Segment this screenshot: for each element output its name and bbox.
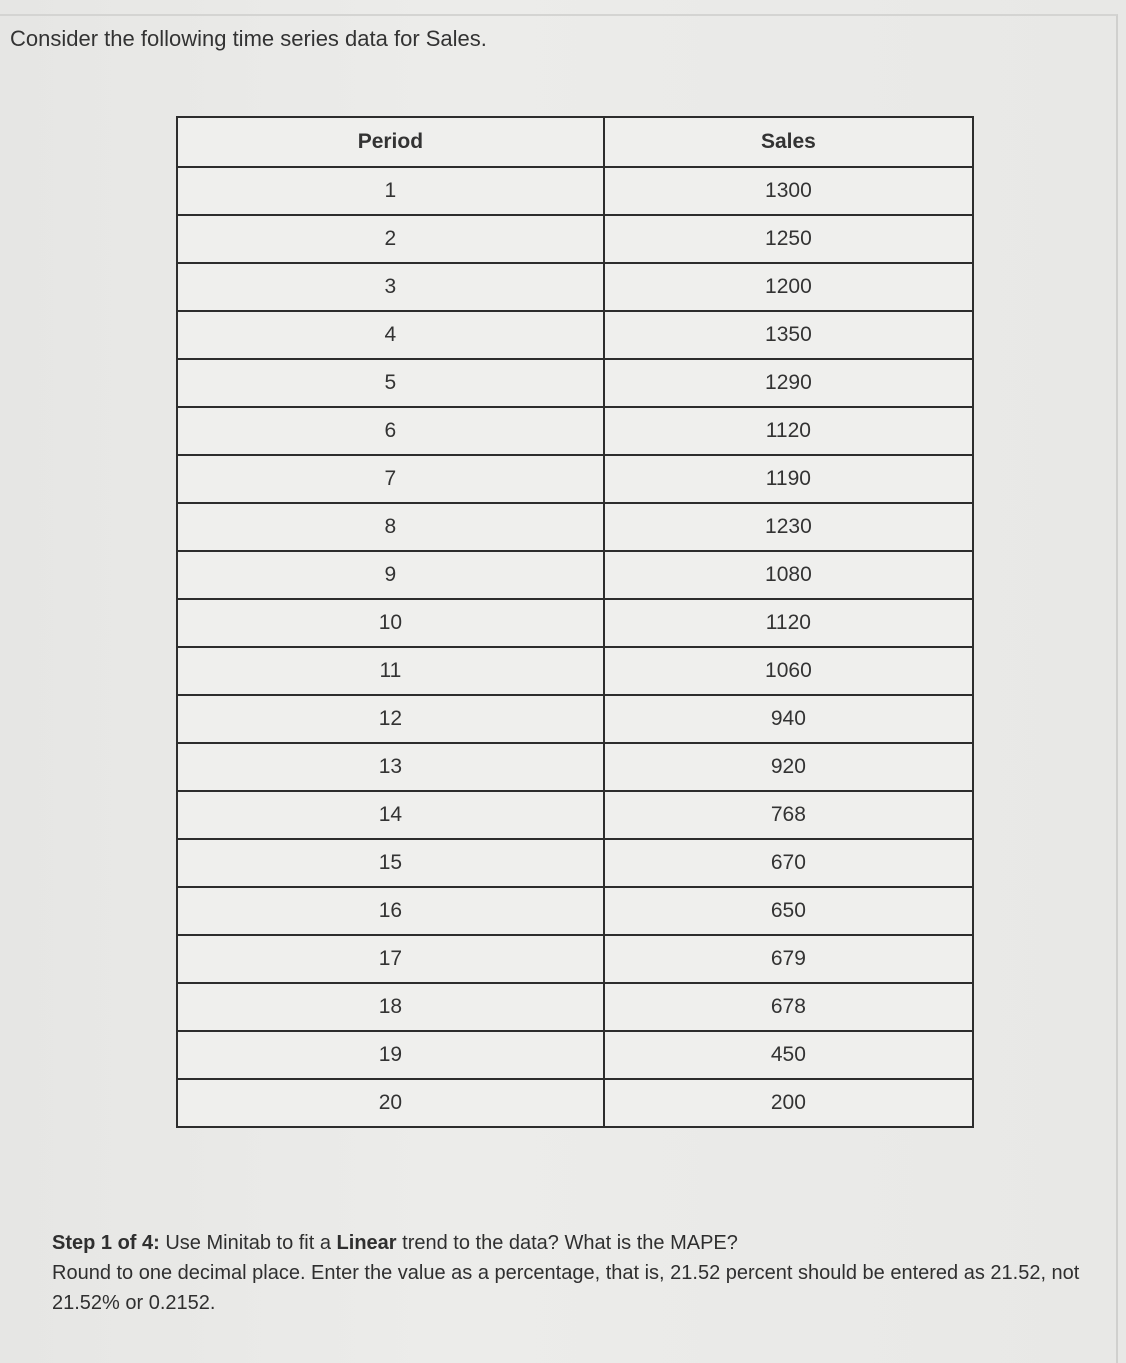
period-cell: 2 — [177, 215, 604, 263]
table-row — [177, 839, 973, 887]
table-header-row — [177, 117, 973, 167]
sales-cell: 200 — [604, 1079, 973, 1127]
period-cell: 14 — [177, 791, 604, 839]
table-row — [177, 551, 973, 599]
period-cell: 8 — [177, 503, 604, 551]
table-row — [177, 887, 973, 935]
sales-cell: 1120 — [604, 599, 973, 647]
sales-cell: 940 — [604, 695, 973, 743]
table-body — [177, 167, 973, 1127]
table-row — [177, 647, 973, 695]
period-cell: 12 — [177, 695, 604, 743]
period-cell: 3 — [177, 263, 604, 311]
sales-cell: 1060 — [604, 647, 973, 695]
table-row — [177, 791, 973, 839]
period-cell: 4 — [177, 311, 604, 359]
table-row — [177, 503, 973, 551]
table-row — [177, 263, 973, 311]
sales-cell: 920 — [604, 743, 973, 791]
period-cell: 15 — [177, 839, 604, 887]
table-row — [177, 407, 973, 455]
sales-cell: 1120 — [604, 407, 973, 455]
period-cell: 18 — [177, 983, 604, 1031]
table-row — [177, 599, 973, 647]
period-cell: 17 — [177, 935, 604, 983]
period-cell: 20 — [177, 1079, 604, 1127]
step-label: Step 1 of 4: — [52, 1232, 160, 1254]
sales-cell: 1250 — [604, 215, 973, 263]
step-question — [52, 1228, 1092, 1318]
table-row — [177, 935, 973, 983]
period-cell: 5 — [177, 359, 604, 407]
step-emphasis: Linear — [336, 1232, 397, 1254]
sales-cell: 1190 — [604, 455, 973, 503]
period-cell: 6 — [177, 407, 604, 455]
sales-cell: 650 — [604, 887, 973, 935]
sales-cell: 678 — [604, 983, 973, 1031]
intro-text: Consider the following time series data for Sales. — [10, 26, 487, 51]
step-text-after: trend to the data? What is the MAPE? — [396, 1232, 738, 1254]
period-cell: 13 — [177, 743, 604, 791]
period-cell: 10 — [177, 599, 604, 647]
table-row — [177, 167, 973, 215]
table-row — [177, 1031, 973, 1079]
sales-cell: 679 — [604, 935, 973, 983]
sales-cell: 1200 — [604, 263, 973, 311]
column-header-sales: Sales — [604, 117, 973, 167]
period-cell: 1 — [177, 167, 604, 215]
period-cell: 11 — [177, 647, 604, 695]
sales-cell: 670 — [604, 839, 973, 887]
table-row — [177, 1079, 973, 1127]
sales-table — [176, 116, 974, 1128]
table-row — [177, 983, 973, 1031]
table-row — [177, 455, 973, 503]
sales-cell: 1290 — [604, 359, 973, 407]
sales-cell: 768 — [604, 791, 973, 839]
table-row — [177, 215, 973, 263]
step-text-before: Use Minitab to fit a — [159, 1232, 337, 1254]
period-cell: 9 — [177, 551, 604, 599]
sales-cell: 1300 — [604, 167, 973, 215]
sales-cell: 1350 — [604, 311, 973, 359]
table-row — [177, 743, 973, 791]
step-instructions: Round to one decimal place. Enter the value as a percentage, that is, 21.52 percent should be entered as 21.52, not 21.52% or 0.2152. — [52, 1262, 1080, 1314]
period-cell: 16 — [177, 887, 604, 935]
sales-cell: 1230 — [604, 503, 973, 551]
period-cell: 7 — [177, 455, 604, 503]
sales-cell: 450 — [604, 1031, 973, 1079]
table-row — [177, 359, 973, 407]
period-cell: 19 — [177, 1031, 604, 1079]
table-row — [177, 695, 973, 743]
column-header-period: Period — [177, 117, 604, 167]
sales-cell: 1080 — [604, 551, 973, 599]
table-row — [177, 311, 973, 359]
